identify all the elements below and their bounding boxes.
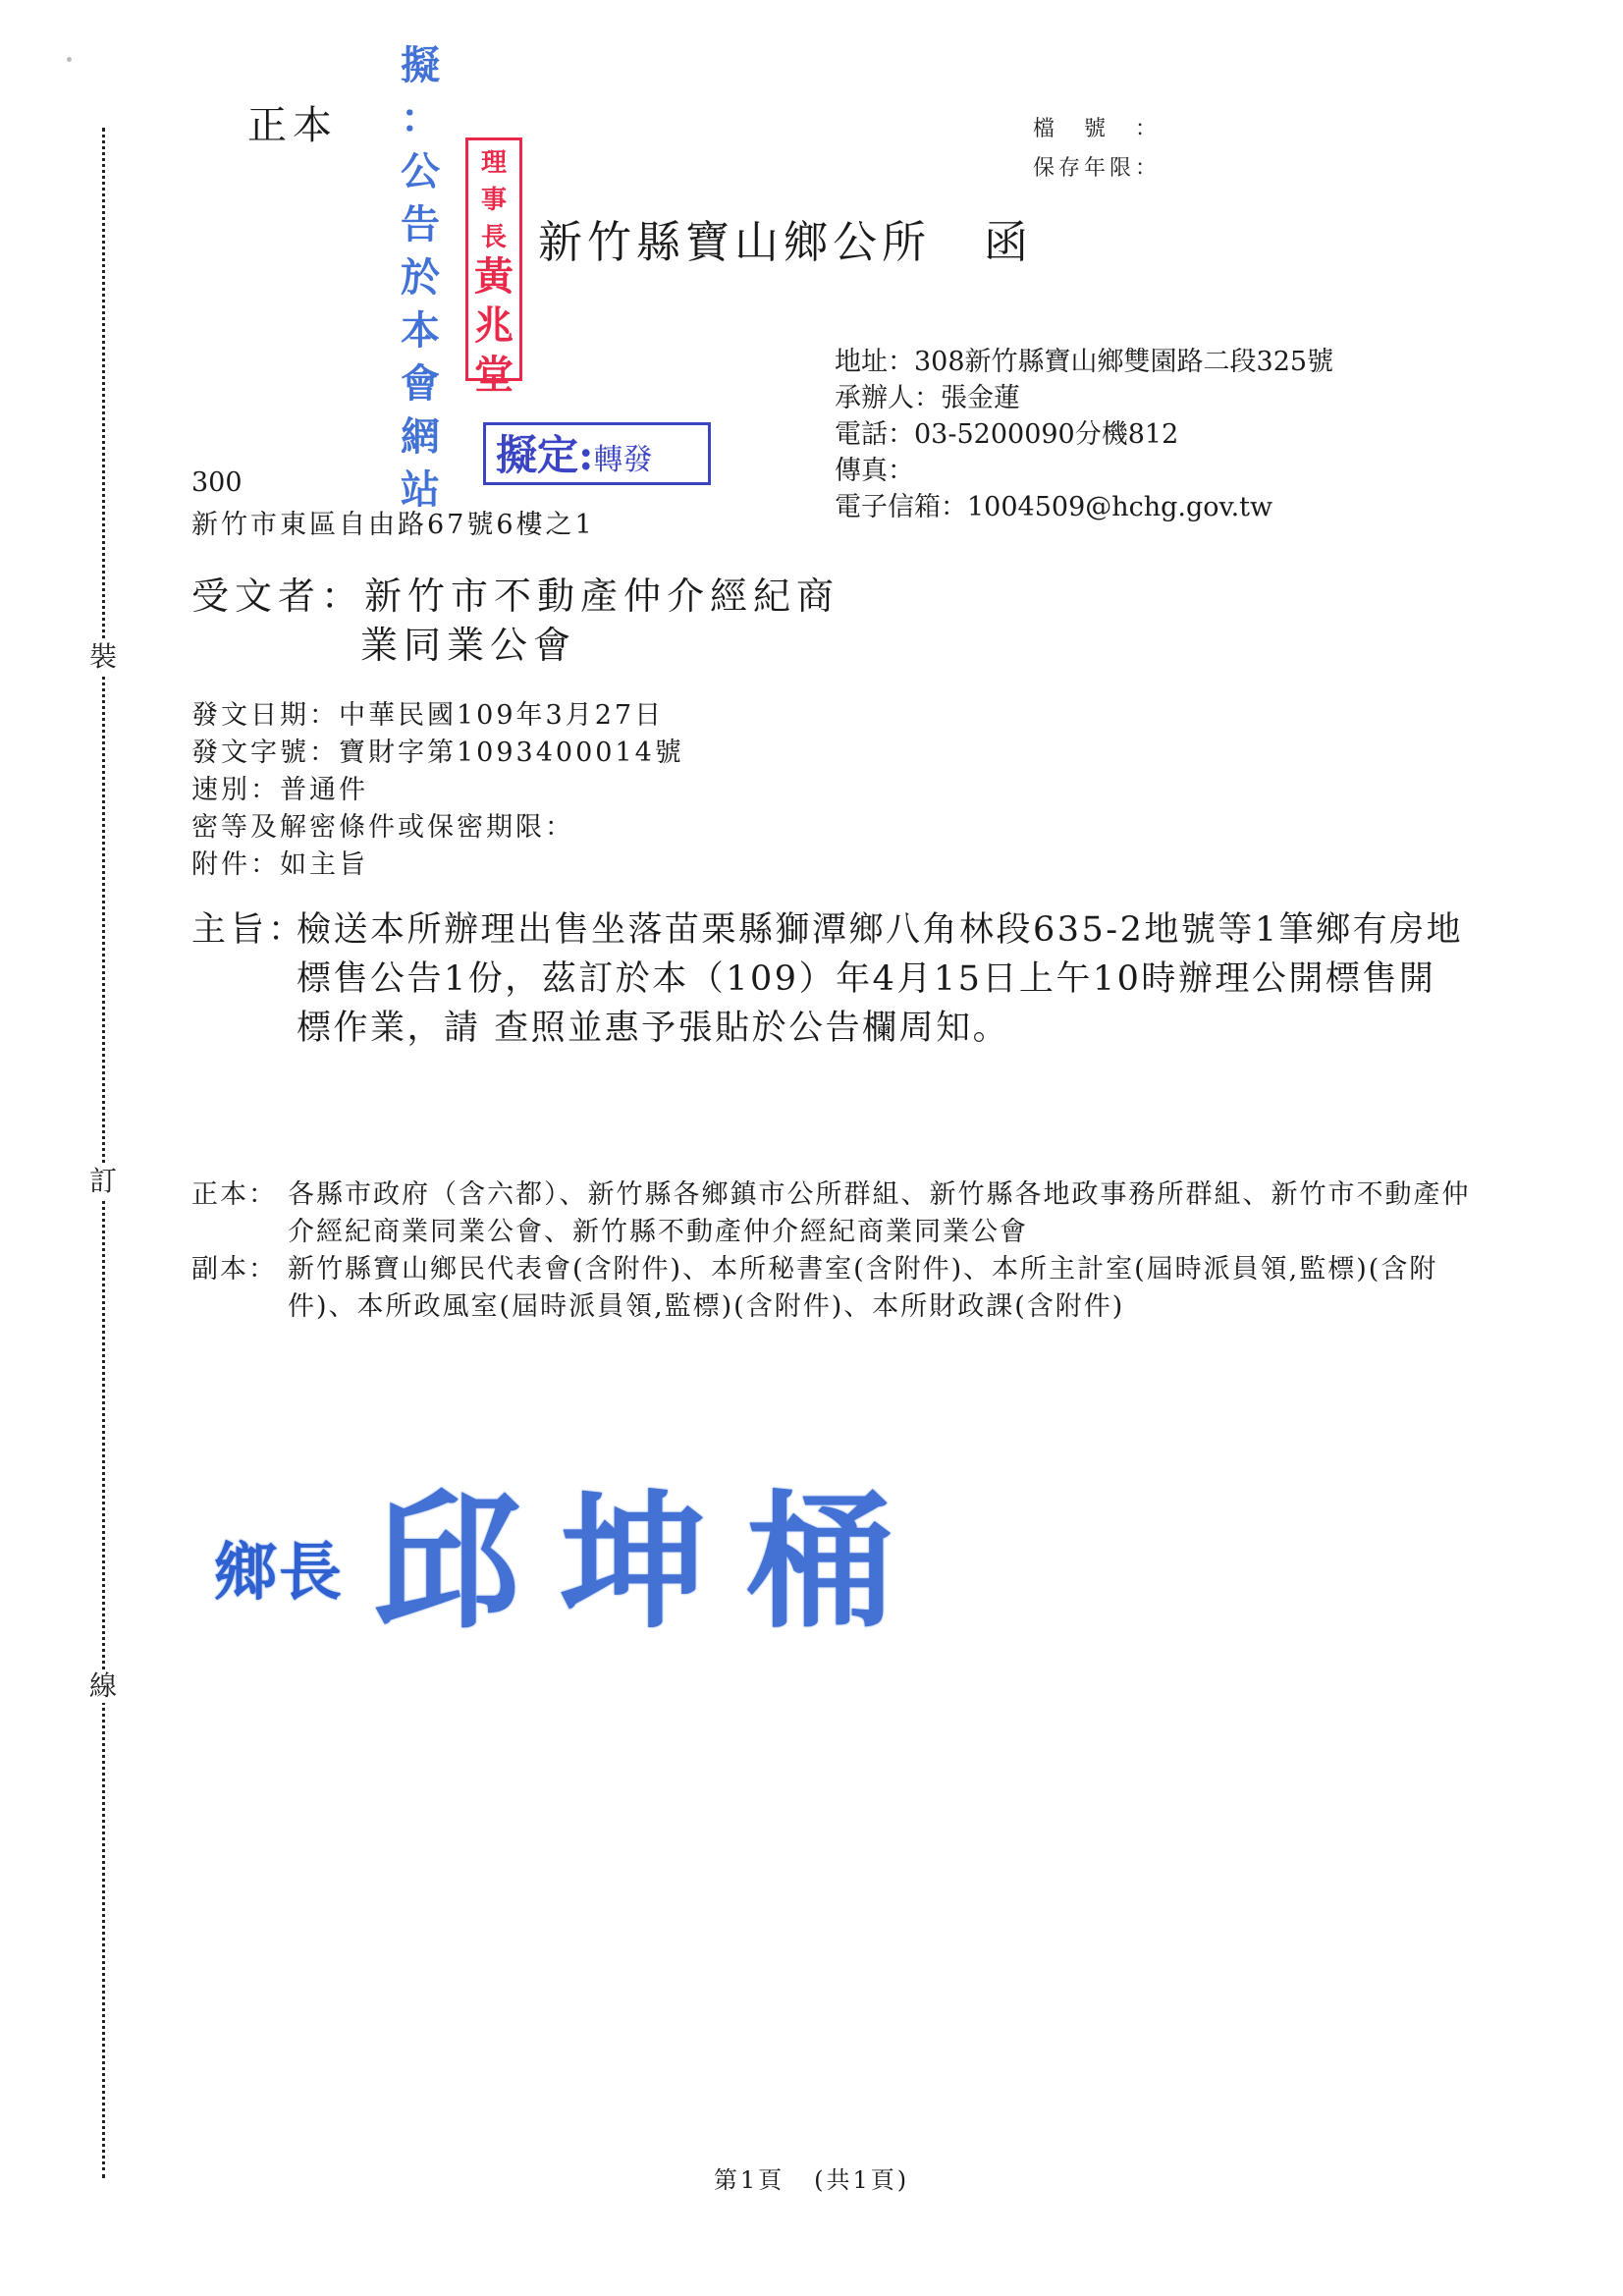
original-recipients (191, 1176, 1488, 1251)
doc-kind: 函 (984, 216, 1034, 268)
file-meta (1033, 110, 1157, 189)
attachment: 附件：如主旨 (191, 849, 368, 880)
page-footer (0, 2160, 1623, 2195)
stamp-char: 告 (401, 201, 440, 247)
handler: 承辦人：張金蓮 (835, 383, 1020, 413)
seal-char: 堂 (474, 352, 514, 398)
retention-label: 保存年限： (1033, 156, 1157, 181)
issue-date: 發文日期：中華民國109年3月27日 (191, 700, 665, 731)
sender-address: 地址：308新竹縣寶山鄉雙園路二段325號 (835, 347, 1334, 377)
document-meta (191, 697, 684, 884)
copy-recipients (191, 1251, 1488, 1326)
original-text: 各縣市政府（含六都）、新竹縣各鄉鎮市公所群組、新竹縣各地政事務所群組、新竹市不動產仲介經紀商業同業公會、新竹縣不動產仲介經紀商業同業公會 (288, 1179, 1471, 1247)
approval-signature: 轉發 (593, 443, 653, 477)
urgency: 速別：普通件 (191, 775, 368, 805)
email: 電子信箱：1004509@hchg.gov.tw (835, 492, 1273, 522)
seal-char: 理 (480, 148, 507, 178)
vertical-note-stamp (393, 39, 448, 517)
org-name: 新竹縣寶山鄉公所 (538, 216, 932, 268)
stamp-char: 本 (401, 307, 440, 354)
subject-label: 主旨： (191, 910, 307, 950)
stamp-char: 站 (401, 466, 440, 513)
retention-row (1033, 149, 1157, 189)
sender-contact (835, 344, 1333, 525)
file-number-row (1033, 110, 1157, 149)
copy-type: 正本 (247, 103, 338, 148)
stamp-char: ： (401, 95, 440, 141)
seal-char: 事 (480, 186, 507, 215)
copy-text: 新竹縣寶山鄉民代表會(含附件)、本所秘書室(含附件)、本所主計室(屆時派員領,監標)(含附件)、本所政風室(屆時派員領,監標)(含附件)、本所財政課(含附件) (288, 1254, 1438, 1322)
seal-char: 黃 (474, 253, 514, 300)
seal-char: 長 (480, 223, 507, 252)
phone: 電話：03-5200090分機812 (835, 419, 1179, 450)
recipient-address: 新竹市東區自由路67號6樓之1 (191, 510, 595, 540)
seal-char: 兆 (474, 302, 514, 349)
fax: 傳真： (835, 456, 914, 486)
subject-text: 檢送本所辦理出售坐落苗栗縣獅潭鄉八角林段635-2地號等1筆鄉有房地標售公告1份，茲訂於本（109）年4月15日上午10時辦理公開標售開標作業，請 查照並惠予張貼於公告欄周知。 (297, 910, 1464, 1048)
approval-label: 擬定: (496, 431, 594, 479)
stamp-char: 公 (401, 148, 440, 194)
stamp-char: 於 (401, 254, 440, 301)
page-total: (共1頁) (814, 2166, 910, 2194)
signature-name: 邱坤桶 (373, 1476, 934, 1649)
binding-label-zhuang: 裝 (86, 640, 120, 674)
recipient-line1: 新竹市不動產仲介經紀商 (364, 574, 840, 618)
approval-stamp (483, 422, 711, 485)
file-number-label: 檔號： (1033, 117, 1157, 141)
stamp-char: 擬 (401, 42, 440, 88)
signature-stamp (214, 1444, 933, 1656)
recipient-label: 受文者： (191, 574, 365, 618)
page-number: 第1頁 (713, 2166, 785, 2194)
doc-number: 發文字號：寶財字第1093400014號 (191, 738, 684, 768)
binding-label-xian: 線 (86, 1669, 120, 1703)
signature-title: 鄉長 (214, 1536, 344, 1610)
stamp-char: 會 (401, 360, 440, 407)
chairman-seal (465, 137, 522, 398)
distribution (191, 1176, 1488, 1326)
recipient-zip: 300 (191, 467, 243, 498)
copy-label: 副本： (191, 1254, 277, 1285)
recipient-line2: 業同業公會 (360, 624, 577, 667)
scan-speck (67, 57, 72, 62)
subject (191, 905, 1468, 1053)
original-label: 正本： (191, 1179, 277, 1210)
confidentiality: 密等及解密條件或保密期限： (191, 812, 574, 843)
recipient (191, 572, 839, 670)
binding-line (102, 128, 105, 2178)
binding-label-ding: 訂 (86, 1165, 120, 1198)
document-title (538, 206, 1033, 270)
stamp-char: 網 (401, 413, 440, 460)
